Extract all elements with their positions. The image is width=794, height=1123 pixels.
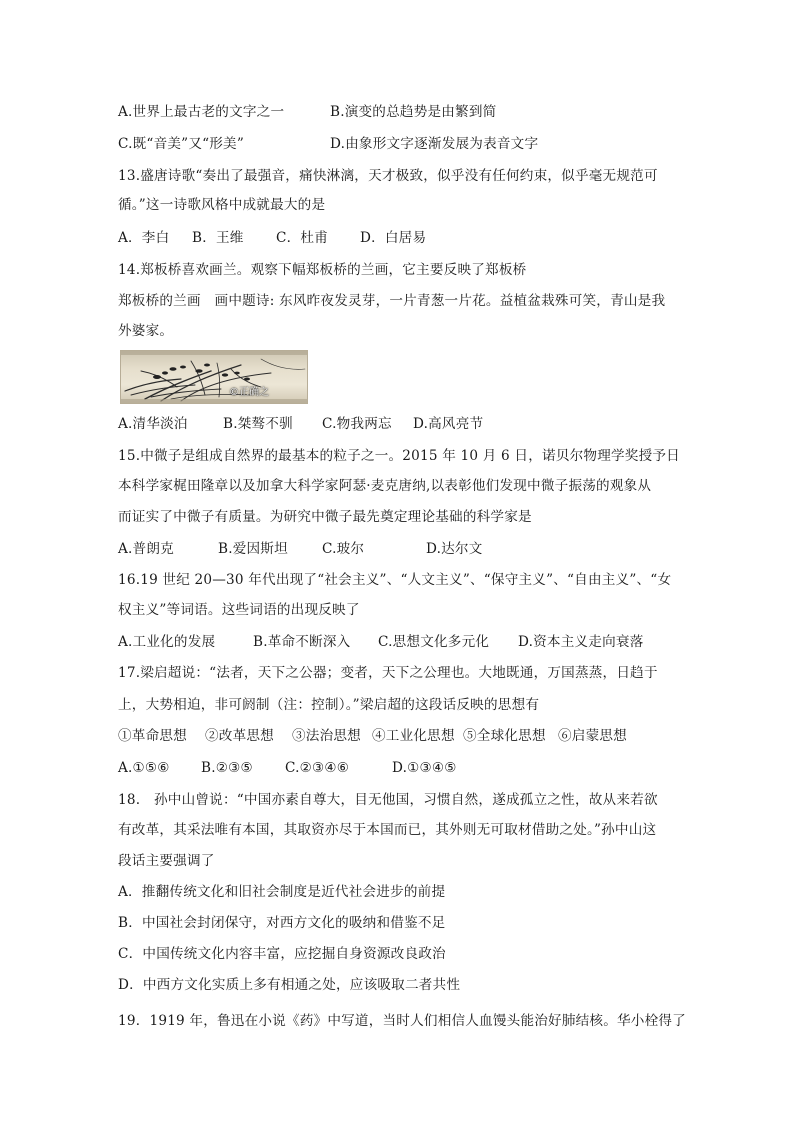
statement-4: ④工业化思想 (372, 728, 455, 744)
q18-option-a: A．推翻传统文化和旧社会制度是近代社会进步的前提 (118, 884, 446, 900)
q15-stem-line-1: 15.中微子是组成自然界的最基本的粒子之一。2015 年 10 月 6 日，诺贝尔物理学奖授予日 (118, 448, 680, 464)
q18-stem-line-3: 段话主要强调了 (118, 853, 215, 869)
option-d: D.高风亮节 (413, 416, 484, 432)
option-d: D.由象形文字逐渐发展为表音文字 (330, 136, 539, 152)
q14-stem-line-3: 外婆家。 (118, 323, 174, 339)
q18-option-b: B．中国社会封闭保守，对西方文化的吸纳和借鉴不足 (118, 915, 446, 931)
q15-stem-line-3: 而证实了中微子有质量。为研究中微子最先奠定理论基础的科学家是 (118, 509, 532, 525)
option-c: C.②③④⑥ (285, 760, 350, 776)
option-d: D．白居易 (360, 230, 427, 246)
option-a: A.普朗克 (118, 541, 174, 557)
q18-stem-line-2: 有改革，其采法唯有本国，其取资亦尽于本国而已，其外则无可取材借助之处。”孙中山这 (118, 822, 657, 838)
option-d: D.达尔文 (426, 541, 483, 557)
q13-stem-line-1: 13.盛唐诗歌“奏出了最强音，痛快淋漓，天才极致，似乎没有任何约束，似乎毫无规范可 (118, 168, 658, 184)
statement-2: ②改革思想 (205, 728, 274, 744)
option-b: B．王维 (192, 230, 244, 246)
statement-5: ⑤全球化思想 (463, 728, 546, 744)
option-c: C．杜甫 (276, 230, 328, 246)
q17-stem-line-2: 上，大势相迫，非可阏制（注：控制）。”梁启超的这段话反映的思想有 (118, 697, 540, 713)
option-c: C.思想文化多元化 (378, 634, 490, 650)
q18-option-c: C．中国传统文化内容丰富，应挖掘自身资源改良政治 (118, 946, 446, 962)
option-a: A.工业化的发展 (118, 634, 216, 650)
q17-stem-line-1: 17.梁启超说：“法者，天下之公器；变者，天下之公理也。大地既通，万国蒸蒸，日趋于 (118, 665, 658, 681)
statement-3: ③法治思想 (292, 728, 361, 744)
option-b: B.桀骜不驯 (223, 416, 293, 432)
option-b: B.演变的总趋势是由繁到简 (330, 104, 497, 120)
q16-stem-line-1: 16.19 世纪 20—30 年代出现了“社会主义”、“人文主义”、“保守主义”、“自由主义”、“女 (118, 572, 672, 588)
q18-stem-line-1: 18. 孙中山曾说：“中国亦素自尊大，目无他国，习惯自然，遂成孤立之性，故从来若欲 (118, 792, 658, 808)
option-c: C.玻尔 (322, 541, 365, 557)
option-d: D.资本主义走向衰落 (518, 634, 644, 650)
option-a: A．李白 (118, 230, 170, 246)
q19-stem-line-1: 19．1919 年，鲁迅在小说《药》中写道，当时人们相信人血馒头能治好肺结核。华小栓得了 (118, 1013, 686, 1029)
q15-stem-line-2: 本科学家梶田隆章以及加拿大科学家阿瑟·麦克唐纳,以表彰他们发现中微子振荡的观象从 (118, 478, 652, 494)
q14-stem-line-1: 14.郑板桥喜欢画兰。观察下幅郑板桥的兰画，它主要反映了郑板桥 (118, 262, 527, 278)
q16-stem-line-2: 权主义”等词语。这些词语的出现反映了 (118, 602, 360, 618)
q13-stem-line-2: 循。”这一诗歌风格中成就最大的是 (118, 197, 326, 213)
option-b: B.爱因斯坦 (218, 541, 288, 557)
orchid-painting-image (120, 350, 308, 404)
option-b: B.革命不断深入 (253, 634, 351, 650)
q14-stem-line-2: 郑板桥的兰画 画中题诗: 东风昨夜发灵芽，一片青葱一片花。益植盆栽殊可笑，青山是我 (118, 293, 666, 309)
option-a: A.①⑤⑥ (118, 760, 170, 776)
orchid-strokes (121, 351, 307, 403)
option-d: D.①③④⑤ (392, 760, 457, 776)
option-c: C.既“音美”又“形美” (118, 136, 244, 152)
image-watermark-label: ©正确之 (229, 387, 269, 398)
option-b: B.②③⑤ (201, 760, 253, 776)
statement-6: ⑥启蒙思想 (558, 728, 627, 744)
option-a: A.世界上最古老的文字之一 (118, 104, 285, 120)
statement-1: ①革命思想 (118, 728, 187, 744)
q18-option-d: D．中西方文化实质上多有相通之处，应该吸取二者共性 (118, 977, 461, 993)
option-c: C.物我两忘 (322, 416, 392, 432)
option-a: A.清华淡泊 (118, 416, 188, 432)
